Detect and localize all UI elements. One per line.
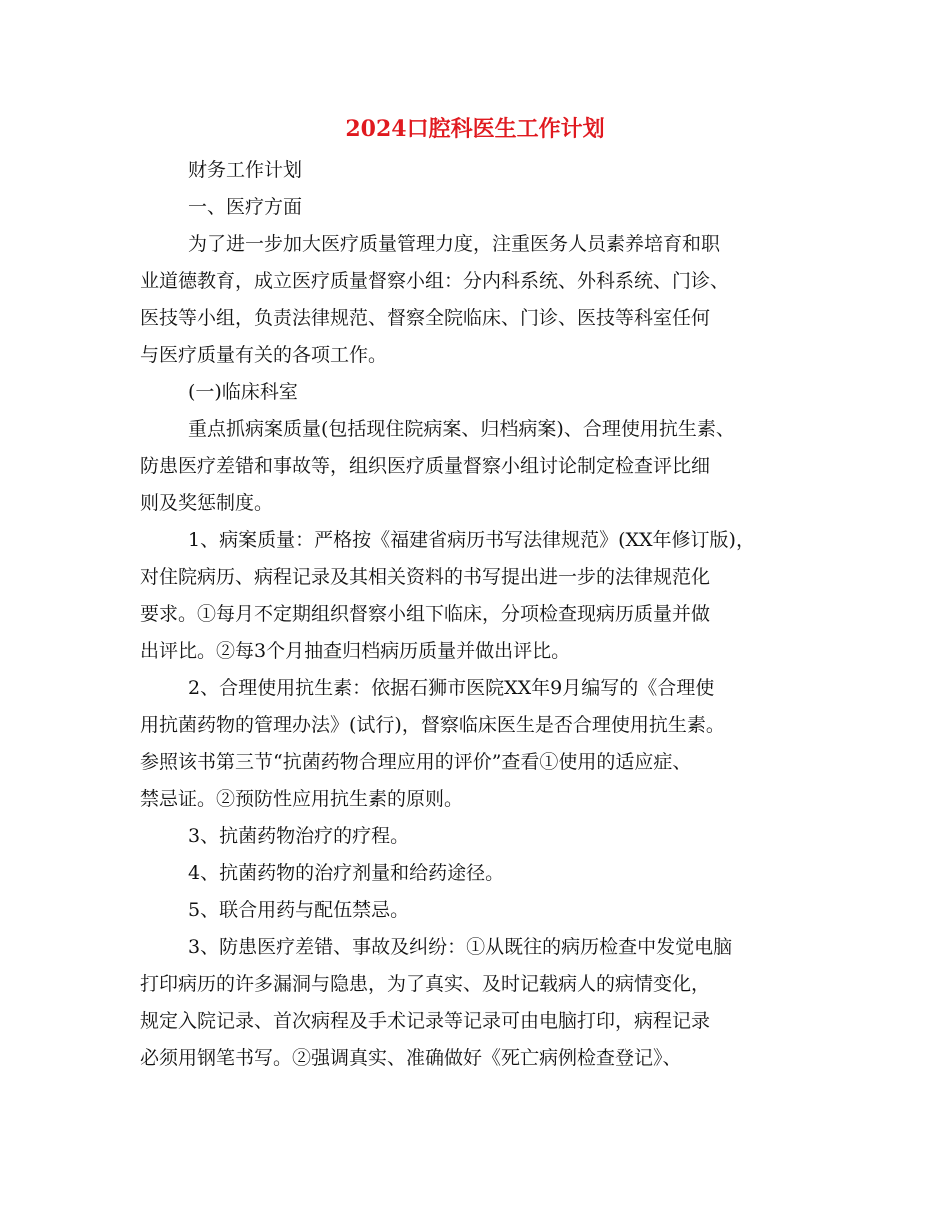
text-line: 5、联合用药与配伍禁忌。 <box>188 899 410 921</box>
text-line: 打印病历的许多漏洞与隐患，为了真实、及时记载病人的病情变化， <box>140 973 711 995</box>
text-line: 3、抗菌药物治疗的疗程。 <box>188 825 410 847</box>
text-line: (一)临床科室 <box>188 381 298 403</box>
text-line: 出评比。②每3个月抽查归档病历质量并做出评比。 <box>140 640 571 662</box>
document-body <box>140 152 820 1077</box>
text-line: 4、抗菌药物的治疗剂量和给药途径。 <box>188 862 505 884</box>
text-line: 则及奖惩制度。 <box>140 492 274 514</box>
text-line: 规定入院记录、首次病程及手术记录等记录可由电脑打印，病程记录 <box>140 1010 711 1032</box>
text-line: 防患医疗差错和事故等，组织医疗质量督察小组讨论制定检查评比细 <box>140 455 711 477</box>
text-line: 财务工作计划 <box>188 159 303 181</box>
text-line: 要求。①每月不定期组织督察小组下临床，分项检查现病历质量并做 <box>140 603 711 625</box>
text-line: 禁忌证。②预防性应用抗生素的原则。 <box>140 788 464 810</box>
text-line: 业道德教育，成立医疗质量督察小组：分内科系统、外科系统、门诊、 <box>140 270 730 292</box>
text-line: 与医疗质量有关的各项工作。 <box>140 344 388 366</box>
text-line: 对住院病历、病程记录及其相关资料的书写提出进一步的法律规范化 <box>140 566 711 588</box>
document-title: 2024口腔科医生工作计划 <box>345 116 605 142</box>
text-line: 用抗菌药物的管理办法》(试行)，督察临床医生是否合理使用抗生素。 <box>140 714 725 736</box>
text-line: 必须用钢笔书写。②强调真实、准确做好《死亡病例检查登记》、 <box>140 1047 682 1069</box>
text-line: 3、防患医疗差错、事故及纠纷：①从既往的病历检查中发觉电脑 <box>188 936 733 958</box>
text-line: 2、合理使用抗生素：依据石狮市医院XX年9月编写的《合理使 <box>188 677 715 699</box>
text-line: 为了进一步加大医疗质量管理力度，注重医务人员素养培育和职 <box>188 233 721 255</box>
text-line: 重点抓病案质量(包括现住院病案、归档病案)、合理使用抗生素、 <box>188 418 735 440</box>
text-line: 一、医疗方面 <box>188 196 303 218</box>
text-line: 1、病案质量：严格按《福建省病历书写法律规范》(XX年修订版)， <box>188 529 755 551</box>
text-line: 医技等小组，负责法律规范、督察全院临床、门诊、医技等科室任何 <box>140 307 711 329</box>
text-line: 参照该书第三节“抗菌药物合理应用的评价”查看①使用的适应症、 <box>140 751 692 773</box>
